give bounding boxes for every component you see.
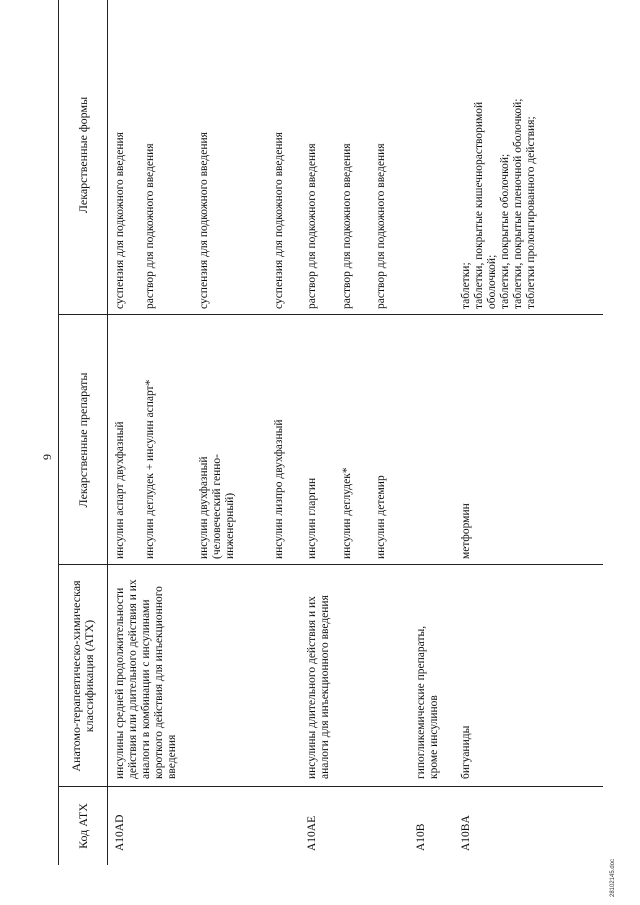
drug-name: инсулин деглудек*: [341, 467, 353, 559]
drug-form: суспензия для подкожного введения: [198, 132, 210, 309]
row-classification: инсулины средней продолжительности действия или длительного действия и их аналоги в комбинации с инсулинами короткого действия для инъекционного введения: [114, 579, 178, 779]
header-classification: Анатомо-терапевтическо-химическая классификация (АТХ): [59, 564, 107, 787]
drug-form: раствор для подкожного введения: [375, 143, 387, 309]
drug-name: инсулин деглудек + инсулин аспарт*: [144, 379, 156, 559]
drug-form: таблетки, покрытые пленочной оболочкой;: [512, 98, 524, 309]
row-code: A10AD: [114, 814, 126, 851]
drug-name: инсулин гларгин: [306, 477, 318, 559]
header-code: Код АТХ: [59, 786, 107, 865]
column-divider: [106, 314, 603, 315]
drug-form: таблетки, покрытые оболочкой;: [499, 153, 511, 309]
row-classification: гипогликемические препараты, кроме инсулинов: [415, 625, 440, 779]
drug-form: таблетки;: [460, 262, 472, 309]
drug-form: раствор для подкожного введения: [144, 143, 156, 309]
drug-form: таблетки, покрытые кишечнорастворимой оболочкой;: [473, 101, 498, 309]
drug-form: раствор для подкожного введения: [341, 143, 353, 309]
document-filename: 28102145.doc: [610, 858, 616, 897]
row-classification: бигуаниды: [460, 725, 472, 779]
drug-name: инсулин двухфазный (человеческий генно-инженерный): [198, 454, 236, 559]
table-header: [58, 0, 108, 865]
drug-form: суспензия для подкожного введения: [273, 132, 285, 309]
column-divider: [106, 564, 603, 565]
drug-name: инсулин детемир: [375, 475, 387, 559]
row-code: A10BA: [460, 815, 472, 851]
drug-form: суспензия для подкожного введения: [114, 132, 126, 309]
drug-form: таблетки пролонгированного действия;: [525, 116, 537, 309]
page-number: 9: [40, 454, 54, 460]
row-code: A10B: [415, 823, 427, 851]
row-code: A10AE: [306, 815, 318, 851]
drug-name: инсулин аспарт двухфазный: [114, 421, 126, 559]
header-forms: Лекарственные формы: [75, 96, 90, 214]
drug-name: инсулин лизпро двухфазный: [273, 419, 285, 559]
drug-name: метформин: [460, 503, 472, 559]
header-drugs: Лекарственные препараты: [59, 314, 107, 565]
drug-form: раствор для подкожного введения: [306, 143, 318, 309]
column-divider: [106, 786, 603, 787]
row-classification: инсулины длительного действия и их аналоги для инъекционного введения: [306, 595, 331, 779]
